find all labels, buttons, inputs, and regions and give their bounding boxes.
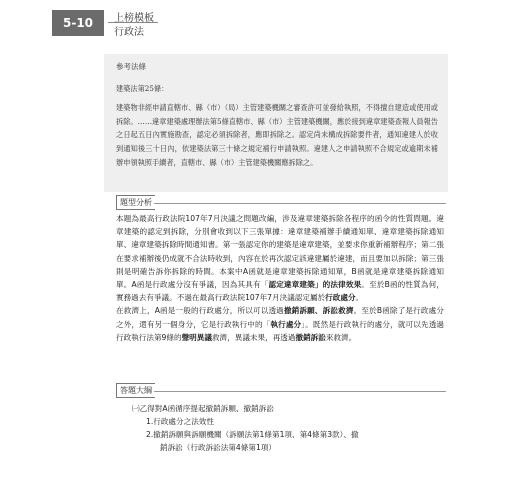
reference-title: 參考法條 — [116, 62, 146, 71]
outline-list — [116, 402, 446, 454]
reference-box — [104, 54, 448, 192]
page-number-badge: 5-10 — [52, 10, 104, 36]
outline-section-label: 答題大綱 — [116, 383, 155, 398]
page-header — [0, 0, 520, 40]
analysis-text — [116, 212, 444, 344]
analysis-paragraph-1: 本題為最高行政法院107年7月決議之問題改編，涉及違章建築拆除各程序的函令的性質問題。違章建築的認定到拆除，分別會收到以下三張單據：違章建築補辦手續通知單、違章建築拆除通知單、違章建築拆除時間通知書。第一張認定你的建築是違章建築，並要求你重新補辦程序；第二張在要求補辦後仍成就不合法時收到，內容在於再次認定該違建屬於違建，而且要加以拆除；第三張則是明確告訴你拆除的時間。本案中A函就是違章建築拆除通知單，B函就是違章建築拆除通知單。A函是行政處分沒有爭議，因為其具有「認定違章建築」的法律效果。至於B函的性質為何，實務過去有爭議。不過在最高行政法院107年7月決議認定屬於行政處分。 — [116, 214, 444, 303]
analysis-section-label: 題型分析 — [116, 195, 155, 210]
outline-item-1-1: 1.行政處分之法效性 — [146, 417, 214, 426]
book-title: 上榜模板 — [114, 13, 154, 24]
outline-item-1: ㈠乙得對A函循序提起撤銷訴願、撤銷訴訟 — [132, 404, 274, 413]
analysis-section-rule — [154, 203, 446, 204]
chapter-title: 行政法 — [114, 27, 144, 38]
reference-body: 建築物非經申請直轄市、縣（市）（局）主管建築機關之審查許可並發給執照，不得擅自建造或使用或拆除。……違章建築處理辦法第5條直轄市、縣（市）主管建築機關，應於接到違章建築查報人員報告之日起五日內實施勘查，認定必須拆除者，應即拆除之。認定尚未構成拆除要件者，通知違建人於收到通知後三十日內，依建築法第三十條之規定補行申請執照。違建人之申請執照不合規定或逾期未補辦申領執照手續者，直轄市、縣（市）主管建築機關應拆除之。 — [116, 103, 438, 167]
outline-item-1-2-continued: 銷訴訟（行政訴訟法第4條第1項） — [160, 443, 276, 452]
reference-law-name: 建築法第25條： — [116, 83, 169, 93]
outline-section-rule — [154, 391, 446, 392]
analysis-paragraph-2: 在救濟上，A函是一般的行政處分，所以可以透過撤銷訴願、訴訟救濟。至於B函除了是行政處分之外，還有另一個身分，它是行政執行中的「執行處分」。既然是行政執行的處分，就可以先透過行政執行法第9條的聲明異議救濟，異議未果，再透過撤銷訴訟來救濟。 — [116, 306, 445, 342]
outline-item-1-2: 2.撤銷訴願與訴願機關（訴願法第1條第1項、第4條第3款）、撤 — [146, 430, 359, 439]
